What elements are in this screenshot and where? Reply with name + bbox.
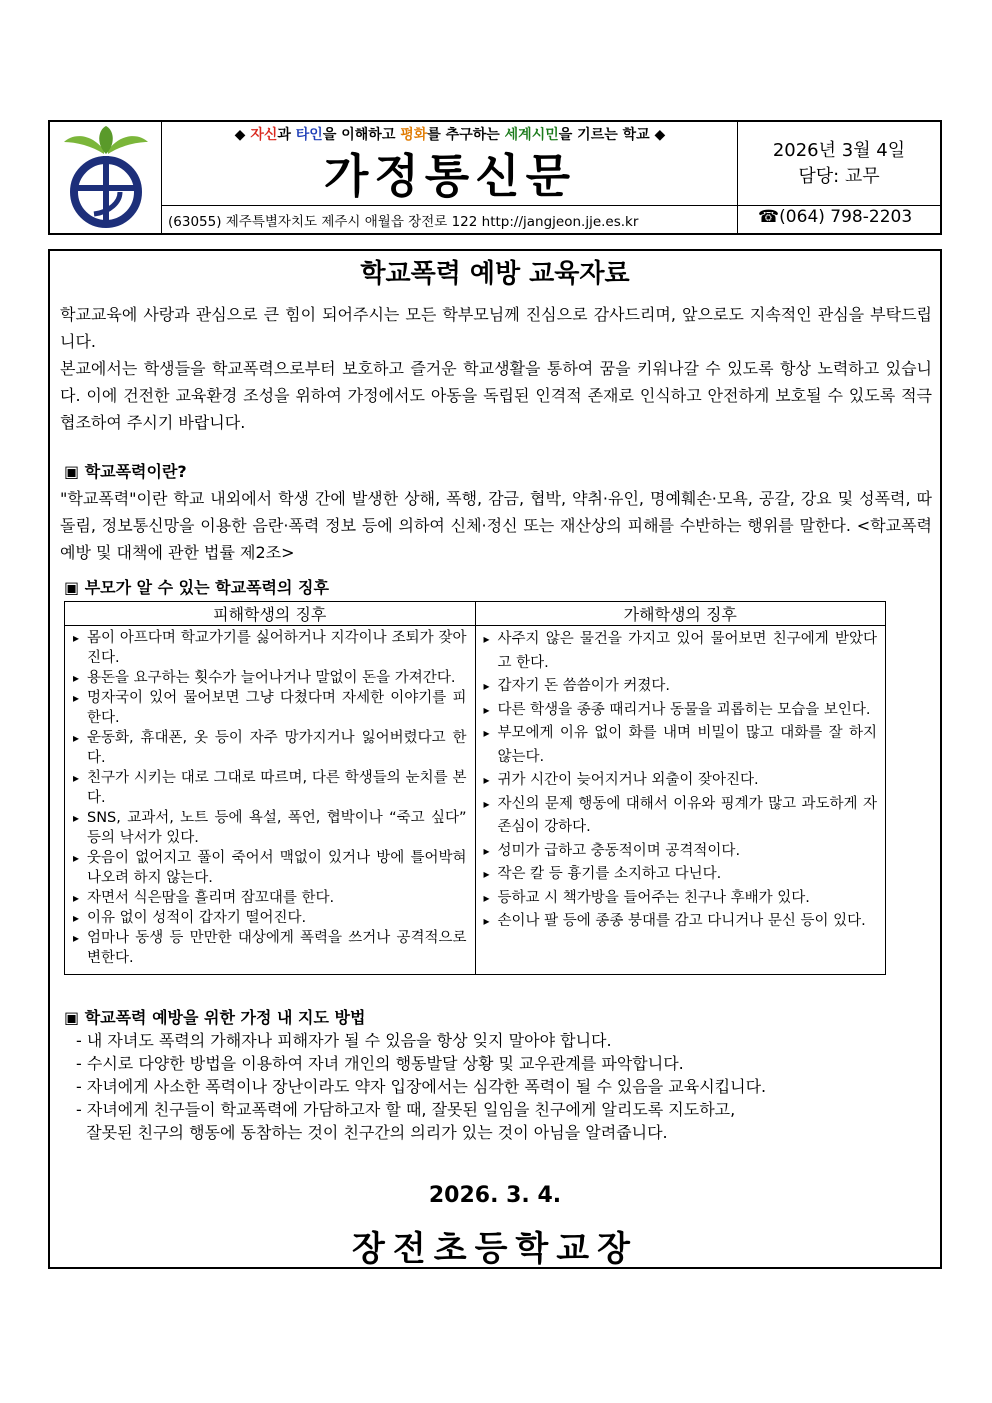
list-item: ▸ 이유 없이 성적이 갑자기 떨어진다. xyxy=(73,908,467,928)
document-title: 학교폭력 예방 교육자료 xyxy=(360,259,630,289)
list-item: ▸ 자면서 식은땀을 흘리며 잠꼬대를 한다. xyxy=(73,888,467,908)
list-item: ▸ 귀가 시간이 늦어지거나 외출이 잦아진다. xyxy=(484,769,878,793)
definition-paragraph: "학교폭력"이란 학교 내외에서 학생 간에 발생한 상해, 폭행, 감금, 협박, 약취·유인, 명예훼손·모욕, 공갈, 강요 및 성폭력, 따돌림, 정보통신망을 이용한 음란·폭력 정보 등에 의하여 신체·정신 또는 재산상의 피해를 수반하는 행위를 말한다. <학교폭력 예방 및 대책에 관한 법률 제2조> xyxy=(60,489,932,562)
list-item: ▸ 부모에게 이유 없이 화를 내며 비밀이 많고 대화를 잘 하지 않는다. xyxy=(484,722,878,769)
phone-number: ☎(064) 798-2203 xyxy=(758,207,913,227)
list-item: - 내 자녀도 폭력의 가해자나 피해자가 될 수 있음을 항상 잊지 말아야 합니다. xyxy=(76,1031,612,1050)
school-logo xyxy=(50,122,162,233)
list-item: ▸ 엄마나 동생 등 만만한 대상에게 폭력을 쓰거나 공격적으로 변한다. xyxy=(73,928,467,968)
letterhead-right xyxy=(738,122,940,233)
principal-signature: 장전초등학교장 xyxy=(352,1229,638,1269)
list-item: - 자녀에게 친구들이 학교폭력에 가담하고자 할 때, 잘못된 일임을 친구에게 알리도록 지도하고, xyxy=(76,1100,736,1119)
school-slogan: ◆ 자신과 타인을 이해하고 평화를 추구하는 세계시민을 기르는 학교 ◆ xyxy=(234,127,666,143)
document-body xyxy=(48,249,942,1269)
list-item: ▸ 용돈을 요구하는 횟수가 늘어나거나 말없이 돈을 가져간다. xyxy=(73,668,467,688)
list-item: ▸ 운동화, 휴대폰, 옷 등이 자주 망가지거나 잃어버렸다고 한다. xyxy=(73,728,467,768)
list-item: ▸ 성미가 급하고 충동적이며 공격적이다. xyxy=(484,840,878,864)
section-heading-signs: ▣ 부모가 알 수 있는 학교폭력의 징후 xyxy=(64,578,329,597)
victim-signs-header: 피해학생의 징후 xyxy=(65,602,476,626)
manager: 담당: 교무 xyxy=(798,166,880,187)
footer-date: 2026. 3. 4. xyxy=(428,1183,562,1208)
letterhead-divider xyxy=(162,205,940,206)
offender-signs-list xyxy=(484,628,878,934)
list-item: 잘못된 친구의 행동에 동참하는 것이 친구간의 의리가 있는 것이 아님을 알려줍니다. xyxy=(76,1123,668,1142)
list-item: ▸ 자신의 문제 행동에 대해서 이유와 핑계가 많고 과도하게 자존심이 강하다. xyxy=(484,793,878,840)
list-item: - 수시로 다양한 방법을 이용하여 자녀 개인의 행동발달 상황 및 교우관계를 파악합니다. xyxy=(76,1054,684,1073)
victim-signs-cell xyxy=(65,626,476,975)
intro-paragraph-1: 학교교육에 사랑과 관심으로 큰 힘이 되어주시는 모든 학부모님께 진심으로 감사드리며, 앞으로도 지속적인 관심을 부탁드립니다. xyxy=(60,305,932,351)
letterhead xyxy=(48,120,942,235)
school-emblem-icon xyxy=(50,122,162,233)
newsletter-title: 가정통신문 xyxy=(323,149,577,203)
issue-date: 2026년 3월 4일 xyxy=(772,140,906,161)
signs-table xyxy=(64,601,886,975)
list-item: ▸ 갑자기 돈 씀씀이가 커졌다. xyxy=(484,675,878,699)
letterhead-center xyxy=(162,122,738,233)
list-item: ▸ 작은 칼 등 흉기를 소지하고 다닌다. xyxy=(484,863,878,887)
list-item: ▸ 웃음이 없어지고 풀이 죽어서 맥없이 있거나 방에 틀어박혀 나오려 하지 않는다. xyxy=(73,848,467,888)
intro-paragraph-2: 본교에서는 학생들을 학교폭력으로부터 보호하고 즐거운 학교생활을 통하여 꿈을 키워나갈 수 있도록 항상 노력하고 있습니다. 이에 건전한 교육환경 조성을 위하여 가정에서도 아동을 독립된 인격적 존재로 인식하고 안전하게 보호될 수 있도록 적극 협조하여 주시기 바랍니다. xyxy=(60,359,932,432)
list-item: ▸ 다른 학생을 종종 때리거나 동물을 괴롭히는 모습을 보인다. xyxy=(484,699,878,723)
guidance-list xyxy=(76,1029,766,1144)
school-address: (63055) 제주특별자치도 제주시 애월읍 장전로 122 http://jangjeon.jje.es.kr xyxy=(168,214,639,230)
list-item: ▸ SNS, 교과서, 노트 등에 욕설, 폭언, 협박이나 “죽고 싶다” 등의 낙서가 있다. xyxy=(73,808,467,848)
list-item: ▸ 몸이 아프다며 학교가기를 싫어하거나 지각이나 조퇴가 잦아진다. xyxy=(73,628,467,668)
list-item: ▸ 멍자국이 있어 물어보면 그냥 다쳤다며 자세한 이야기를 피한다. xyxy=(73,688,467,728)
list-item: ▸ 친구가 시키는 대로 그대로 따르며, 다른 학생들의 눈치를 본다. xyxy=(73,768,467,808)
list-item: ▸ 손이나 팔 등에 종종 붕대를 감고 다니거나 문신 등이 있다. xyxy=(484,910,878,934)
list-item: ▸ 사주지 않은 물건을 가지고 있어 물어보면 친구에게 받았다고 한다. xyxy=(484,628,878,675)
section-heading-definition: ▣ 학교폭력이란? xyxy=(64,462,187,481)
list-item: - 자녀에게 사소한 폭력이나 장난이라도 약자 입장에서는 심각한 폭력이 될 수 있음을 교육시킵니다. xyxy=(76,1077,767,1096)
offender-signs-cell xyxy=(475,626,886,975)
list-item: ▸ 등하교 시 책가방을 들어주는 친구나 후배가 있다. xyxy=(484,887,878,911)
offender-signs-header: 가해학생의 징후 xyxy=(475,602,886,626)
victim-signs-list xyxy=(73,628,467,968)
section-heading-guidance: ▣ 학교폭력 예방을 위한 가정 내 지도 방법 xyxy=(64,1008,366,1027)
